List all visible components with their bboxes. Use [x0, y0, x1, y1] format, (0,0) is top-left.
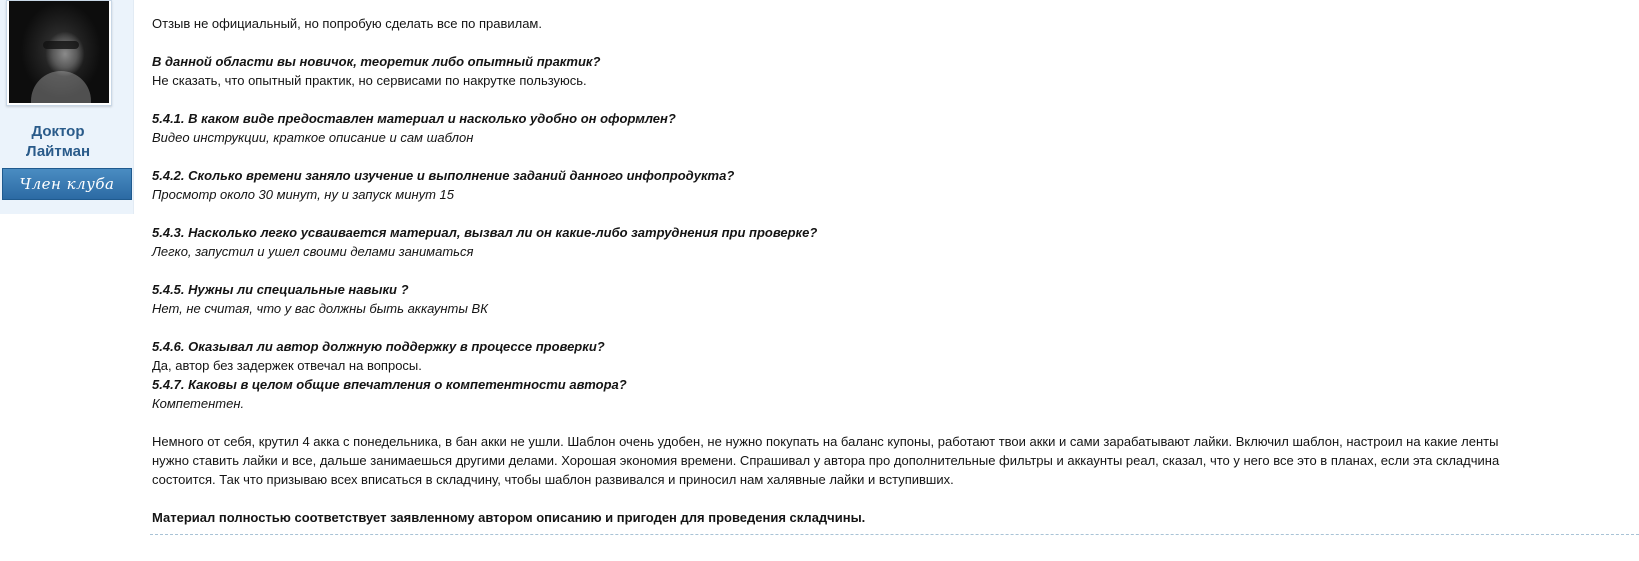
question: 5.4.2. Сколько времени заняло изучение и выполнение заданий данного инфопродукта?: [152, 168, 735, 183]
question: 5.4.3. Насколько легко усваивается материал, вызвал ли он какие-либо затруднения при проверке?: [152, 225, 818, 240]
question: 5.4.1. В каком виде предоставлен материал и насколько удобно он оформлен?: [152, 111, 676, 126]
post-intro: Отзыв не официальный, но попробую сделать все по правилам.: [152, 16, 542, 31]
answer: Не сказать, что опытный практик, но сервисами по накрутке пользуюсь.: [152, 73, 587, 88]
answer: Просмотр около 30 минут, ну и запуск минут 15: [152, 187, 454, 202]
user-info-panel: [0, 0, 134, 214]
question: В данной области вы новичок, теоретик либо опытный практик?: [152, 54, 601, 69]
username-line2[interactable]: Лайтман: [25, 143, 91, 160]
paragraph-line: состоится. Так что призываю всех вписаться в складчину, чтобы шаблон развивался и приносил нам халявные лайки и вступивших.: [152, 472, 954, 487]
user-title-banner: Член клуба: [2, 168, 132, 200]
paragraph-line: нужно ставить лайки и все, дальше занимаешься другими делами. Хорошая экономия времени. Спрашивал у автора про дополнительные фильтры и аккаунты реал, сказал, что у него все это в планах, если эта складчина: [152, 453, 1500, 468]
question: 5.4.5. Нужны ли специальные навыки ?: [152, 282, 409, 297]
question: 5.4.7. Каковы в целом общие впечатления о компетентности автора?: [152, 377, 627, 392]
avatar-frame[interactable]: [6, 0, 112, 106]
answer: Легко, запустил и ушел своими делами заниматься: [152, 244, 474, 259]
post-conclusion: Материал полностью соответствует заявленному автором описанию и пригоден для проведения складчины.: [152, 510, 866, 525]
avatar[interactable]: [9, 1, 109, 103]
answer: Да, автор без задержек отвечал на вопросы.: [152, 358, 422, 373]
question: 5.4.6. Оказывал ли автор должную поддержку в процессе проверки?: [152, 339, 605, 354]
message-pointer-arrow: [120, 6, 127, 20]
username-line1[interactable]: Доктор: [31, 123, 85, 140]
username-link[interactable]: [0, 122, 116, 162]
answer: Нет, не считая, что у вас должны быть аккаунты ВК: [152, 301, 488, 316]
post-content: [152, 14, 1632, 527]
answer: Видео инструкции, краткое описание и сам шаблон: [152, 130, 474, 145]
answer: Компетентен.: [152, 396, 245, 411]
paragraph-line: Немного от себя, крутил 4 акка с понедельника, в бан акки не ушли. Шаблон очень удобен, не нужно покупать на баланс купоны, работают твои акки и сами зарабатывают лайки. Включил шаблон, настроил на какие ленты: [152, 434, 1499, 449]
post-divider: [150, 534, 1639, 535]
